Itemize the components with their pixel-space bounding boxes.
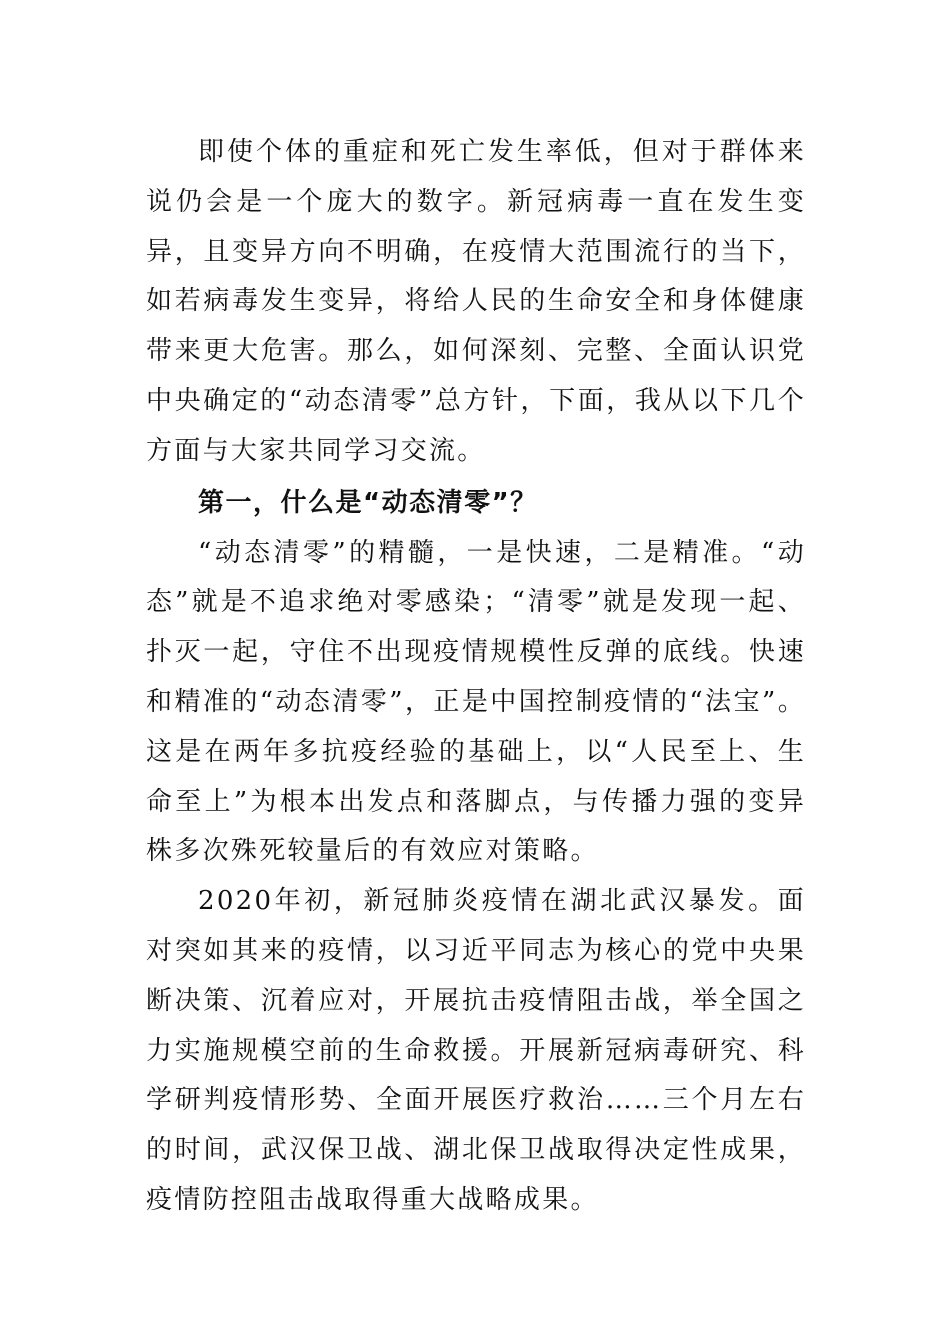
paragraph-definition: “动态清零”的精髓，一是快速，二是精准。“动态”就是不追求绝对零感染；“清零”就是发现一起、扑灭一起，守住不出现疫情规模性反弹的底线。快速和精准的“动态清零”，正是中国控制疫情的“法宝”。这是在两年多抗疫经验的基础上，以“人民至上、生命至上”为根本出发点和落脚点，与传播力强的变异株多次殊死较量后的有效应对策略。 (146, 537, 806, 867)
paragraph-intro: 即使个体的重症和死亡发生率低，但对于群体来说仍会是一个庞大的数字。新冠病毒一直在发生变异，且变异方向不明确，在疫情大范围流行的当下，如若病毒发生变异，将给人民的生命安全和身体健康带来更大危害。那么，如何深刻、完整、全面认识党中央确定的“动态清零”总方针，下面，我从以下几个方面与大家共同学习交流。 (146, 137, 806, 466)
document-body (146, 128, 806, 1226)
paragraph-history: 2020年初，新冠肺炎疫情在湖北武汉暴发。面对突如其来的疫情，以习近平同志为核心的党中央果断决策、沉着应对，开展抗击疫情阻击战，举全国之力实施规模空前的生命救援。开展新冠病毒研究、科学研判疫情形势、全面开展医疗救治……三个月左右的时间，武汉保卫战、湖北保卫战取得决定性成果，疫情防控阻击战取得重大战略成果。 (146, 886, 806, 1215)
section-heading: 第一，什么是“动态清零”？ (198, 487, 538, 518)
